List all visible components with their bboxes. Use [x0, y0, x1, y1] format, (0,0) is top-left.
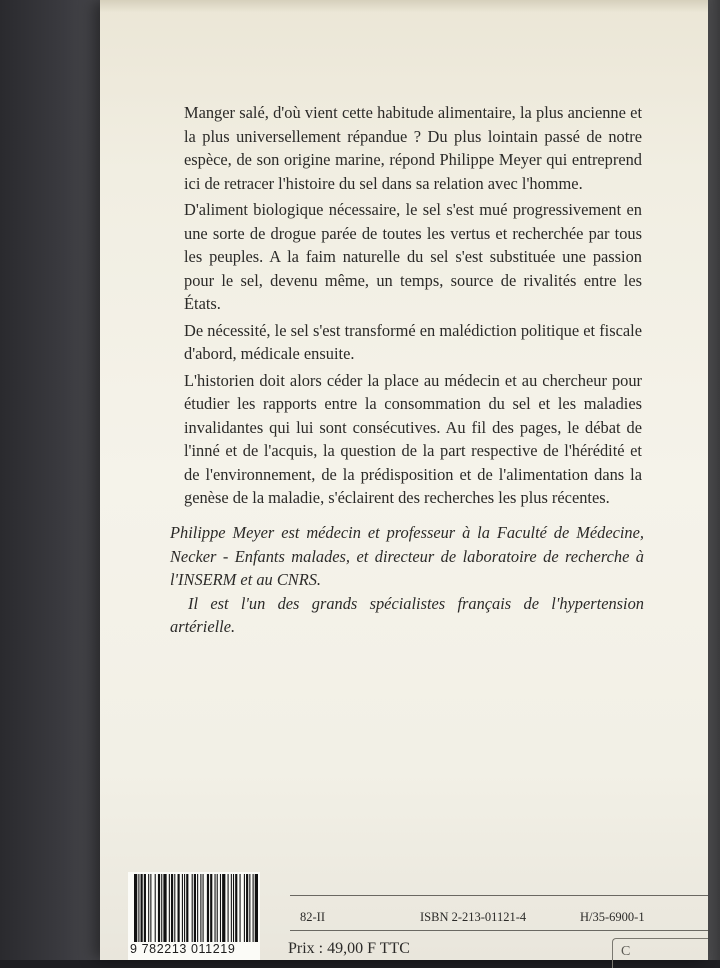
barcode-bar	[158, 874, 160, 942]
barcode-bar	[150, 874, 151, 942]
barcode-bar	[144, 874, 146, 942]
barcode-bar	[200, 874, 201, 942]
reference-code: H/35-6900-1	[580, 910, 645, 924]
isbn-number: ISBN 2-213-01121-4	[420, 910, 527, 924]
barcode-bar	[217, 874, 218, 942]
barcode-bar	[134, 874, 137, 942]
barcode-bar	[240, 874, 241, 942]
barcode-bar	[203, 874, 204, 942]
barcode-bar	[228, 874, 229, 942]
bio-paragraph-1: Philippe Meyer est médecin et professeur à la Faculté de Médecine, Necker - Enfants malades, et directeur de laboratoire de recherche à l'INSERM et au CNRS.	[170, 523, 644, 589]
author-bio	[170, 521, 644, 639]
barcode-digits: 9 782213 011219	[130, 942, 236, 956]
barcode-bar	[161, 874, 162, 942]
barcode-bar	[186, 874, 188, 942]
barcode-bar	[249, 874, 250, 942]
blurb-paragraph-1: Manger salé, d'où vient cette habitude alimentaire, la plus ancienne et la plus universellement répandue ? Du plus lointain passé de notre espèce, de son origine marine, répond Philippe Meyer qui entreprend ici de retracer l'histoire du sel dans sa relation avec l'homme.	[184, 103, 642, 193]
barcode-bar	[182, 874, 183, 942]
barcode-icon	[134, 874, 258, 942]
barcode-bar	[207, 874, 209, 942]
book-top-edge	[100, 0, 708, 12]
barcode-bar	[222, 874, 225, 942]
barcode-bar	[197, 874, 198, 942]
barcode-bar	[178, 874, 180, 942]
barcode-bar	[220, 874, 221, 942]
info-rule-top	[290, 895, 708, 896]
publisher-stamp: C	[612, 938, 708, 968]
barcode-bar	[194, 874, 196, 942]
barcode-bar	[235, 874, 237, 942]
barcode-bar	[233, 874, 234, 942]
barcode-bar	[155, 874, 156, 942]
blurb-paragraph-2: D'aliment biologique nécessaire, le sel s'est mué progressivement en une sorte de drogue parée de toutes les vertus et recherchée par tous les peuples. A la faim naturelle du sel s'est substituée une passion pour le sel, devenu même, un temps, source de rivalités entre les États.	[184, 200, 642, 313]
barcode-bar	[253, 874, 254, 942]
barcode-bar	[148, 874, 149, 942]
price-label: Prix : 49,00 F TTC	[288, 940, 410, 957]
barcode-bar	[246, 874, 248, 942]
barcode-bar	[214, 874, 215, 942]
barcode-bar	[192, 874, 193, 942]
blurb-paragraph-3: De nécessité, le sel s'est transformé en malédiction politique et fiscale d'abord, médicale ensuite.	[184, 320, 642, 363]
barcode-bar	[169, 874, 170, 942]
info-rule-bottom	[290, 930, 708, 931]
barcode-bar	[255, 874, 258, 942]
barcode-bar	[163, 874, 166, 942]
background-left	[0, 0, 110, 960]
blurb-text	[184, 101, 642, 513]
bio-paragraph-2: Il est l'un des grands spécialistes français de l'hypertension artérielle.	[170, 593, 644, 636]
barcode-bar	[171, 874, 173, 942]
barcode-bar	[174, 874, 175, 942]
barcode-bar	[141, 874, 143, 942]
barcode-bar	[210, 874, 212, 942]
barcode-bar	[184, 874, 185, 942]
barcode-bar	[138, 874, 139, 942]
catalog-code: 82-II	[300, 910, 325, 924]
barcode-bar	[244, 874, 245, 942]
blurb-paragraph-4: L'historien doit alors céder la place au médecin et au chercheur pour étudier les rapports entre la consommation du sel et les maladies invalidantes qui lui sont consécutives. Au fil des pages, le débat de l'inné et de l'acquis, la question de la part respective de l'hérédité et de l'environnement, de la prédisposition et de l'alimentation dans la genèse de la maladie, s'éclairent des recherches les plus récentes.	[184, 370, 642, 507]
barcode-bar	[231, 874, 232, 942]
